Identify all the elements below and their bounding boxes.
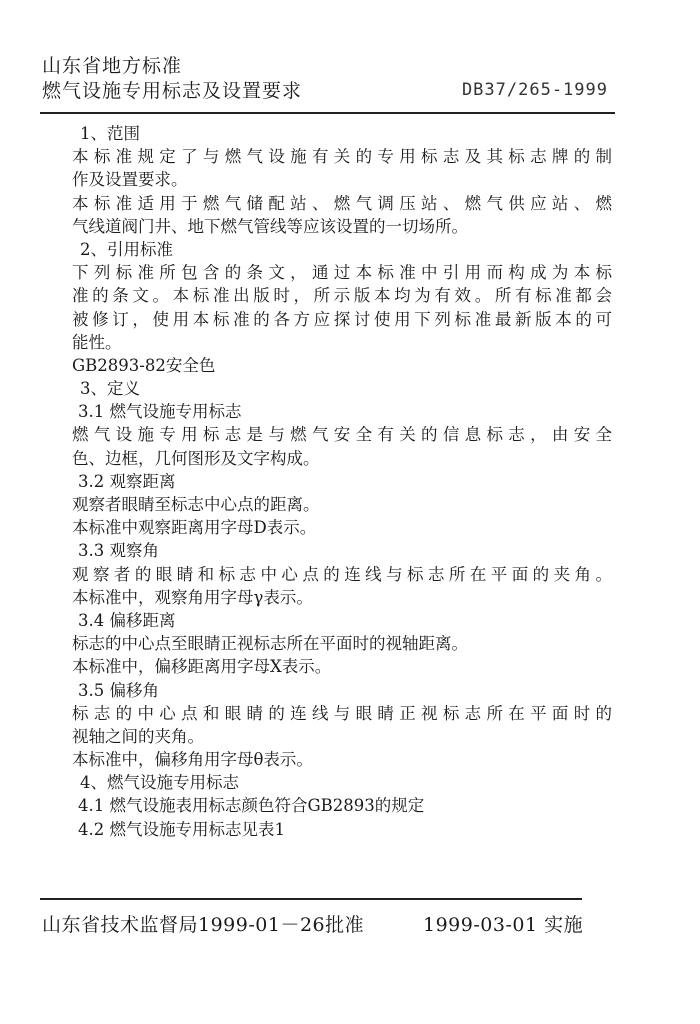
paragraph-line: 本标准中，偏移角用字母θ表示。 bbox=[72, 750, 313, 770]
paragraph-line: 能性。 bbox=[72, 332, 122, 352]
paragraph-line: 本标准规定了与燃气设施有关的专用标志及其标志牌的制 bbox=[72, 147, 612, 167]
standard-org: 山东省地方标准 bbox=[42, 55, 183, 77]
paragraph-line: 本标准中观察距离用字母D表示。 bbox=[72, 518, 317, 538]
subsection-heading: 4.1 燃气设施表用标志颜色符合GB2893的规定 bbox=[78, 796, 425, 816]
subsection-heading: 3.4 偏移距离 bbox=[78, 610, 176, 630]
paragraph-line: 准的条文。本标准出版时，所示版本均为有效。所有标准都会 bbox=[72, 286, 612, 306]
effective-date: 1999-03-01 实施 bbox=[423, 914, 584, 936]
paragraph-line: 被修订，使用本标准的各方应探讨使用下列标准最新版本的可 bbox=[72, 309, 612, 329]
paragraph-line: 本标准中，观察角用字母γ表示。 bbox=[72, 587, 313, 607]
header-rule bbox=[40, 112, 615, 114]
paragraph-line: 视轴之间的夹角。 bbox=[72, 726, 204, 746]
subsection-heading: 3.2 观察距离 bbox=[78, 471, 176, 491]
paragraph-line: 作及设置要求。 bbox=[72, 170, 188, 190]
section-heading: 4、燃气设施专用标志 bbox=[80, 773, 239, 793]
reference-standard: GB2893-82安全色 bbox=[72, 355, 216, 375]
subsection-heading: 4.2 燃气设施专用标志见表1 bbox=[78, 819, 285, 839]
paragraph-line: 观察者眼睛至标志中心点的距离。 bbox=[72, 495, 320, 514]
subsection-heading: 3.3 观察角 bbox=[78, 541, 159, 561]
section-heading: 3、定义 bbox=[80, 379, 140, 399]
section-heading: 1、范围 bbox=[80, 124, 140, 143]
document-body bbox=[72, 122, 612, 841]
standard-title: 燃气设施专用标志及设置要求 bbox=[42, 80, 303, 102]
paragraph-line: 观察者的眼睛和标志中心点的连线与标志所在平面的夹角。 bbox=[72, 564, 612, 584]
subsection-heading: 3.5 偏移角 bbox=[78, 680, 159, 700]
approval-note: 山东省技术监督局1999-01－26批准 bbox=[42, 914, 365, 936]
subsection-heading: 3.1 燃气设施专用标志 bbox=[78, 402, 242, 422]
footer-rule bbox=[40, 898, 582, 900]
paragraph-line: 标志的中心点至眼睛正视标志所在平面时的视轴距离。 bbox=[72, 634, 468, 654]
paragraph-line: 色、边框，几何图形及文字构成。 bbox=[72, 448, 320, 468]
standard-code: DB37/265-1999 bbox=[461, 80, 608, 100]
paragraph-line: 燃气设施专用标志是与燃气安全有关的信息标志，由安全 bbox=[72, 425, 612, 445]
paragraph-line: 气线道阀门井、地下燃气管线等应该设置的一切场所。 bbox=[72, 216, 468, 236]
paragraph-line: 本标准适用于燃气储配站、燃气调压站、燃气供应站、燃 bbox=[72, 193, 612, 213]
paragraph-line: 标志的中心点和眼睛的连线与眼睛正视标志所在平面时的 bbox=[72, 703, 612, 723]
section-heading: 2、引用标准 bbox=[80, 239, 173, 259]
paragraph-line: 本标准中，偏移距离用字母X表示。 bbox=[72, 657, 332, 677]
paragraph-line: 下列标准所包含的条文，通过本标准中引用而构成为本标 bbox=[72, 263, 612, 283]
